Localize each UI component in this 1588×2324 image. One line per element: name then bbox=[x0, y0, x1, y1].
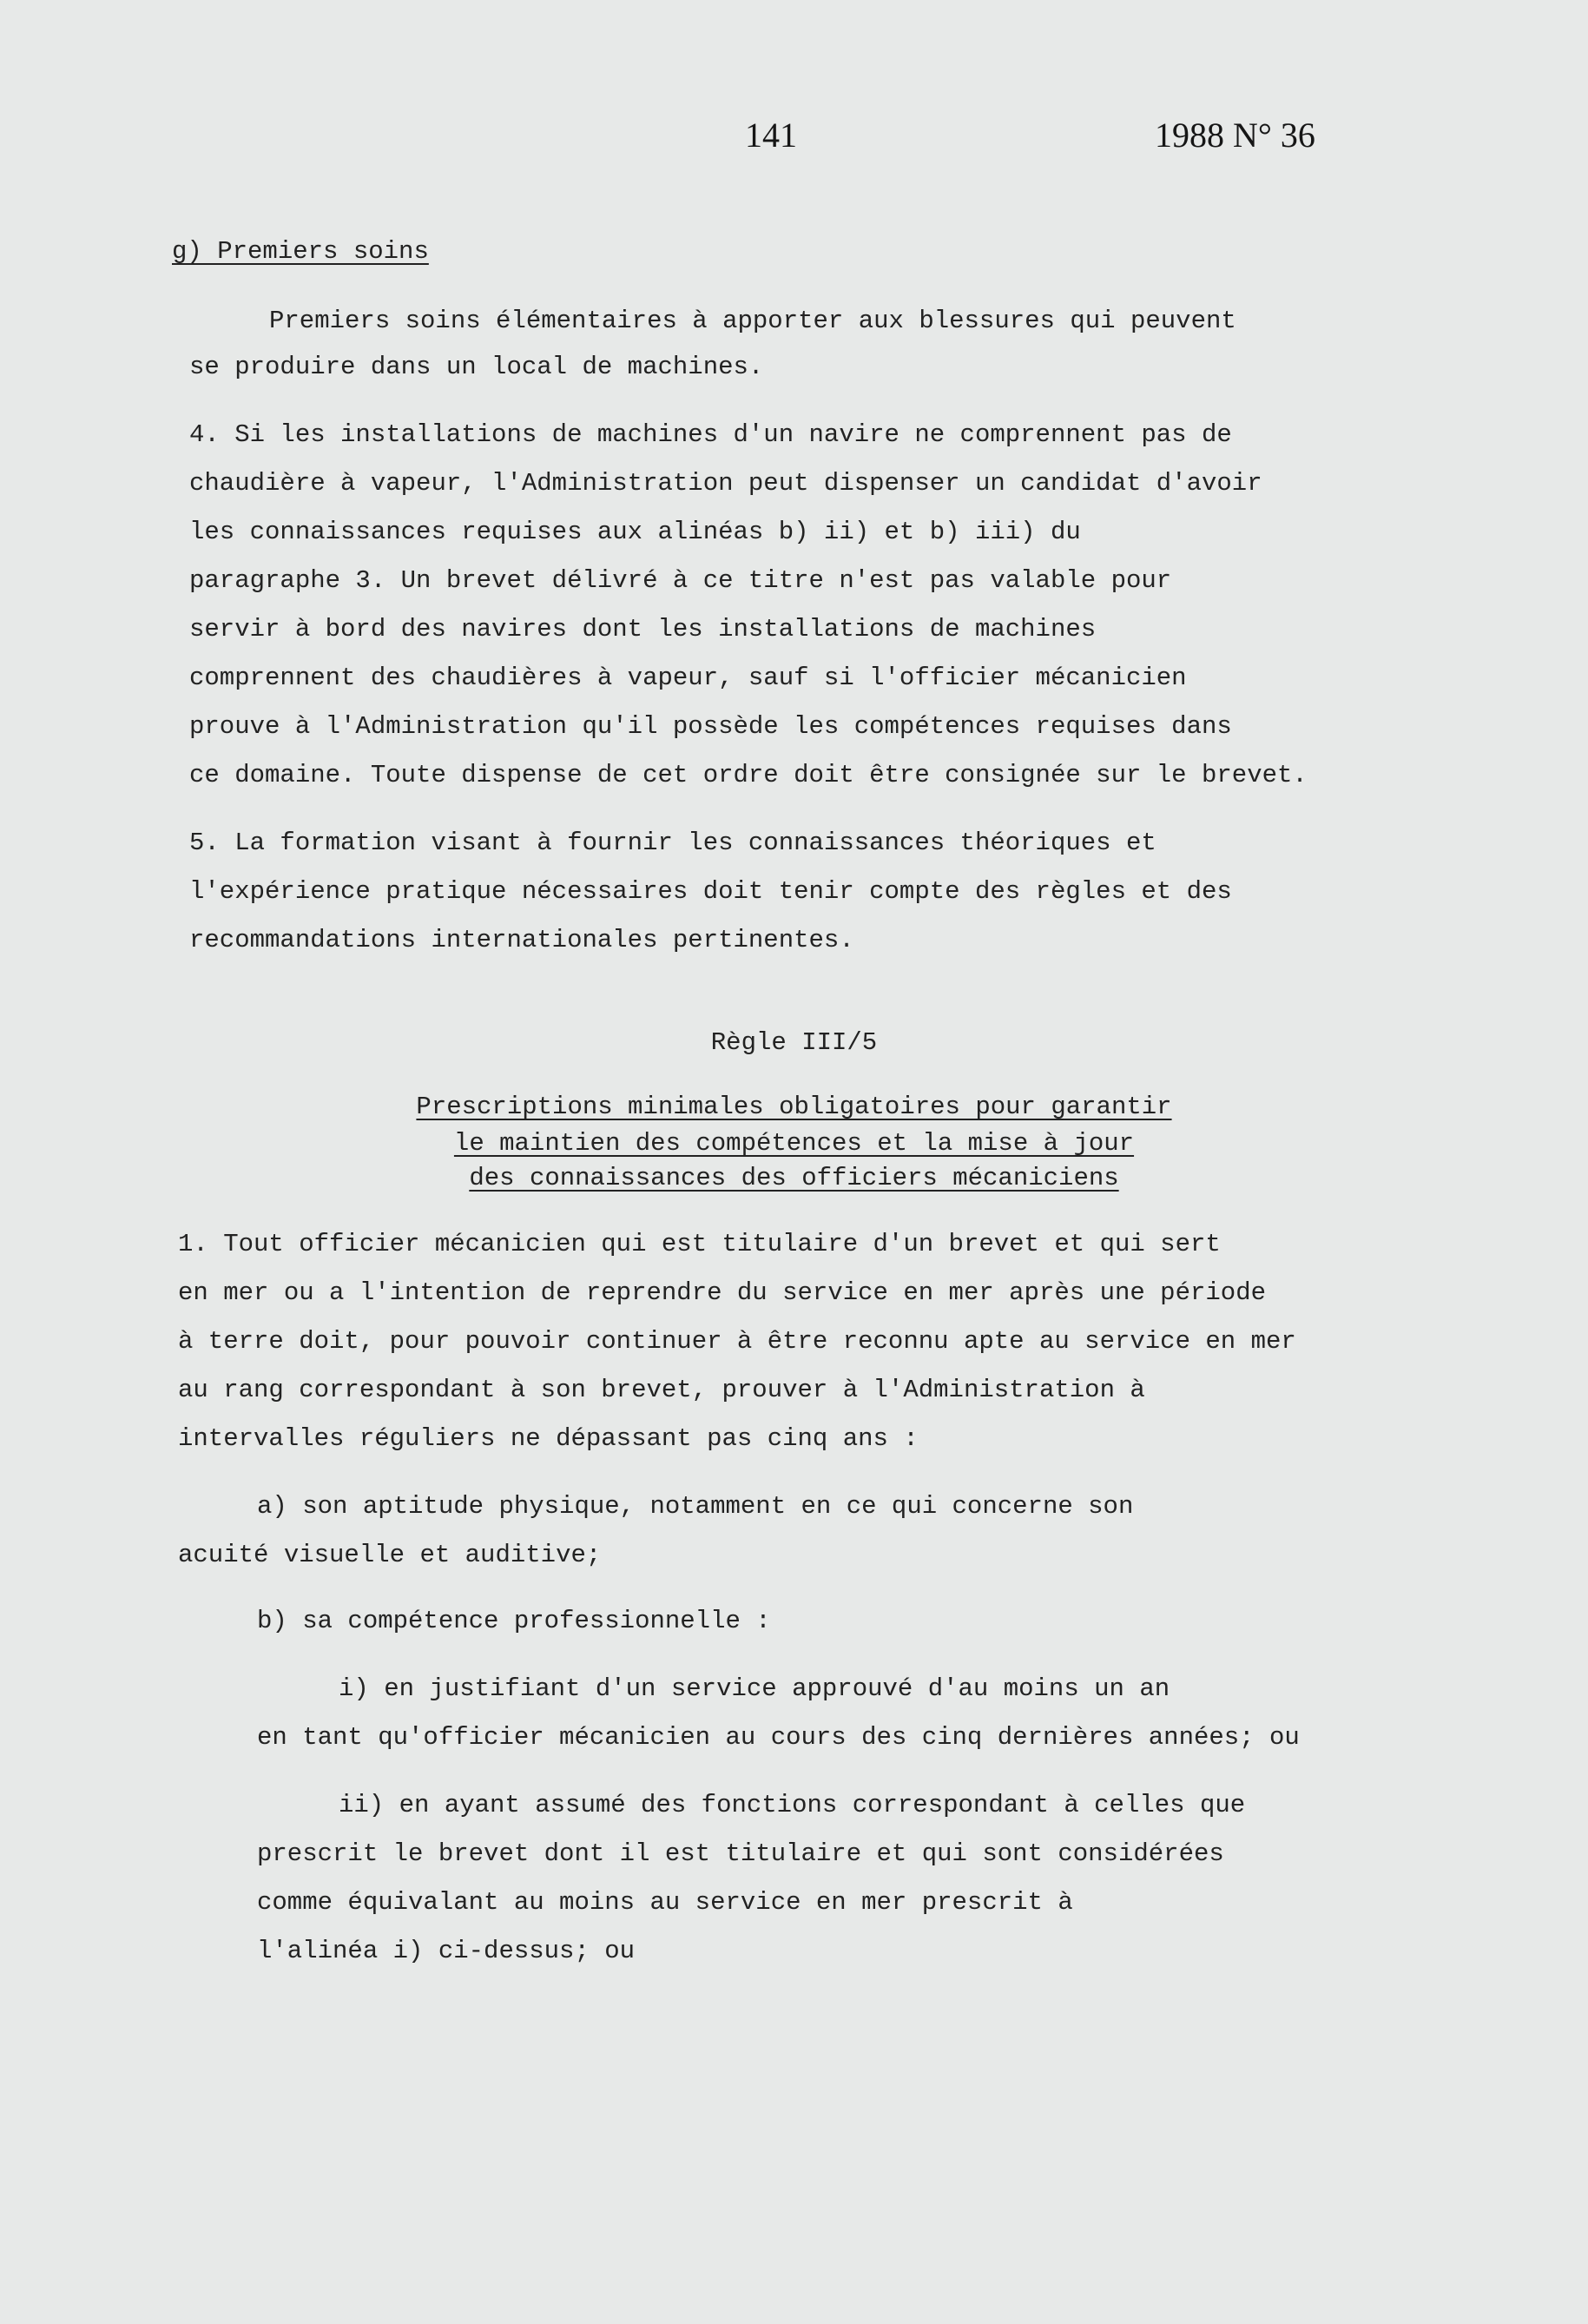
text-line: comprennent des chaudières à vapeur, sauf si l'officier mécanicien bbox=[189, 664, 1187, 692]
list-item-b: b) sa compétence professionnelle : bbox=[257, 1607, 771, 1635]
list-item-b-ii-cont: l'alinéa i) ci-dessus; ou bbox=[257, 1937, 636, 1965]
rule-title-text: le maintien des compétences et la mise à jour bbox=[453, 1129, 1135, 1158]
text-line: 1. Tout officier mécanicien qui est titulaire d'un brevet et qui sert bbox=[178, 1230, 1221, 1258]
rule-title-text: des connaissances des officiers mécaniciens bbox=[469, 1164, 1119, 1192]
rule-title-line bbox=[0, 1131, 1588, 1156]
list-item-b-i-cont: en tant qu'officier mécanicien au cours des cinq dernières années; ou bbox=[257, 1723, 1300, 1752]
text-line: au rang correspondant à son brevet, prouver à l'Administration à bbox=[178, 1376, 1145, 1404]
section-heading: g) Premiers soins bbox=[172, 237, 429, 266]
text-line: ce domaine. Toute dispense de cet ordre doit être consignée sur le brevet. bbox=[189, 761, 1308, 789]
year-and-number: 1988 N° 36 bbox=[1155, 116, 1315, 155]
text-line: recommandations internationales pertinentes. bbox=[189, 926, 854, 954]
text-line: à terre doit, pour pouvoir continuer à être reconnu apte au service en mer bbox=[178, 1327, 1296, 1356]
text-line: en mer ou a l'intention de reprendre du service en mer après une période bbox=[178, 1278, 1267, 1307]
list-item-b-ii: ii) en ayant assumé des fonctions correspondant à celles que bbox=[339, 1791, 1246, 1819]
list-item-a-cont: acuité visuelle et auditive; bbox=[178, 1541, 602, 1569]
text-line: les connaissances requises aux alinéas b) ii) et b) iii) du bbox=[189, 518, 1081, 546]
text-line: intervalles réguliers ne dépassant pas cinq ans : bbox=[178, 1424, 919, 1453]
rule-title-text: Prescriptions minimales obligatoires pour garantir bbox=[416, 1093, 1172, 1121]
text-line: l'expérience pratique nécessaires doit tenir compte des règles et des bbox=[189, 877, 1232, 906]
text-line: chaudière à vapeur, l'Administration peut dispenser un candidat d'avoir bbox=[189, 469, 1262, 498]
rule-title-line bbox=[0, 1165, 1588, 1191]
text-line: servir à bord des navires dont les installations de machines bbox=[189, 615, 1097, 644]
list-item-a: a) son aptitude physique, notamment en ce qui concerne son bbox=[257, 1492, 1134, 1521]
page-number: 141 bbox=[745, 116, 797, 155]
rule-number: Règle III/5 bbox=[710, 1028, 878, 1057]
list-item-b-ii-cont: prescrit le brevet dont il est titulaire et qui sont considérées bbox=[257, 1839, 1224, 1868]
text-line: 4. Si les installations de machines d'un navire ne comprennent pas de bbox=[189, 420, 1232, 449]
list-item-b-ii-cont: comme équivalant au moins au service en mer prescrit à bbox=[257, 1888, 1073, 1917]
text-line: prouve à l'Administration qu'il possède les compétences requises dans bbox=[189, 712, 1232, 741]
text-line: paragraphe 3. Un brevet délivré à ce titre n'est pas valable pour bbox=[189, 566, 1172, 595]
text-line: 5. La formation visant à fournir les connaissances théoriques et bbox=[189, 829, 1156, 857]
text-line: Premiers soins élémentaires à apporter aux blessures qui peuvent bbox=[269, 307, 1236, 335]
list-item-b-i: i) en justifiant d'un service approuvé d'au moins un an bbox=[339, 1674, 1170, 1703]
text-line: se produire dans un local de machines. bbox=[189, 353, 764, 381]
rule-title-line bbox=[0, 1094, 1588, 1119]
